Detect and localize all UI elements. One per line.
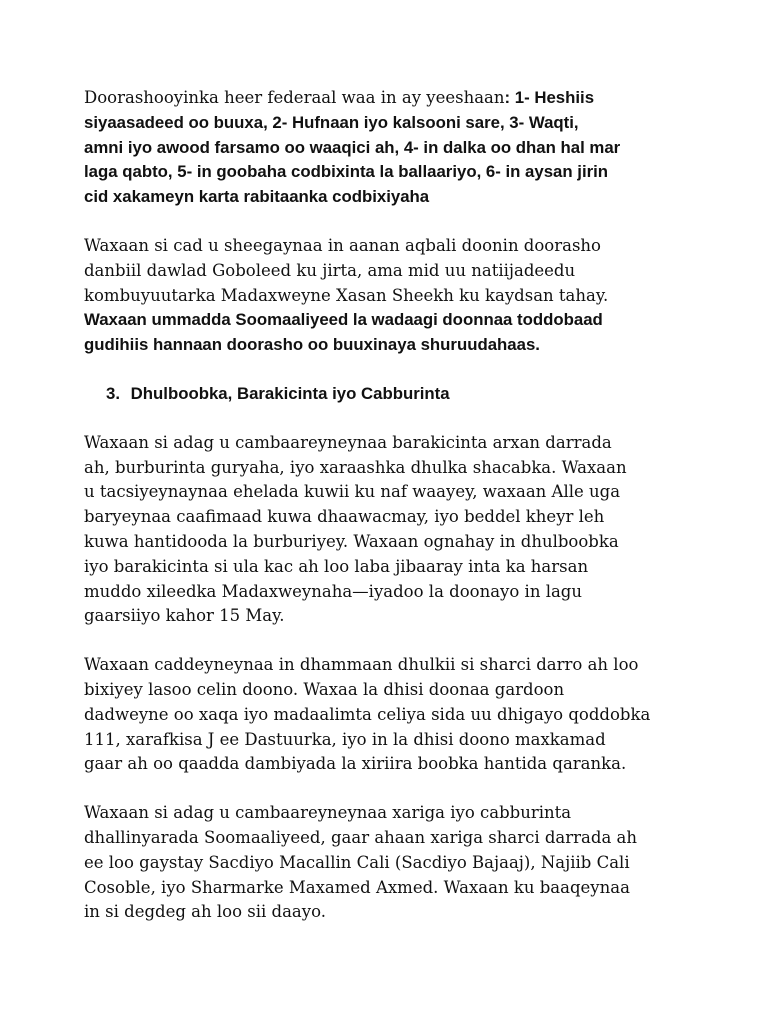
section-number: 3. bbox=[106, 383, 120, 403]
text-line: laga qabto, 5- in goobaha codbixinta la ballaariyo, 6- in aysan jirin bbox=[84, 162, 609, 182]
text-line: dhallinyarada Soomaaliyeed, gaar ahaan xariga sharci darrada ah bbox=[84, 827, 637, 847]
text-line: u tacsiyeynaynaa ehelada kuwii ku naf waayey, waxaan Alle uga bbox=[84, 482, 621, 502]
text-line: ah, burburinta guryaha, iyo xaraashka dhulka shacabka. Waxaan bbox=[84, 457, 627, 477]
text-plain: Doorashooyinka heer federaal waa in ay yeeshaan bbox=[84, 88, 505, 107]
paragraph-spacer bbox=[84, 777, 724, 801]
text-line: Waxaan ummadda Soomaaliyeed la wadaagi doonnaa toddobaad bbox=[84, 310, 603, 330]
paragraph-spacer bbox=[84, 629, 724, 653]
text-line: kuwa hantidooda la burburiyey. Waxaan ognahay in dhulboobka bbox=[84, 531, 619, 551]
text-line: siyaasadeed oo buuxa, 2- Hufnaan iyo kalsooni sare, 3- Waqti, bbox=[84, 112, 579, 132]
text-line: Waxaan si adag u cambaareyneynaa barakicinta arxan darrada bbox=[84, 432, 612, 452]
paragraph-spacer bbox=[84, 358, 724, 382]
text-line: Waxaan caddeyneynaa in dhammaan dhulkii si sharci darro ah loo bbox=[84, 655, 639, 675]
section-title: Dhulboobka, Barakicinta iyo Cabburinta bbox=[130, 383, 450, 403]
text-line: danbiil dawlad Goboleed ku jirta, ama mid uu natiijadeedu bbox=[84, 260, 576, 280]
text-line: gaar ah oo qaadda dambiyada la xiriira boobka hantida qaranka. bbox=[84, 754, 627, 774]
text-line: amni iyo awood farsamo oo waaqici ah, 4- in dalka oo dhan hal mar bbox=[84, 137, 621, 157]
text-line: Waxaan si cad u sheegaynaa in aanan aqbali doonin doorasho bbox=[84, 235, 601, 255]
text-line: baryeynaa caafimaad kuwa dhaawacmay, iyo beddel kheyr leh bbox=[84, 507, 605, 527]
text-bold: : 1- Heshiis bbox=[504, 88, 595, 107]
text-line: cid xakameyn karta rabitaanka codbixiyaha bbox=[84, 187, 430, 207]
paragraph-spacer bbox=[84, 210, 724, 234]
paragraph-election-conditions bbox=[84, 86, 724, 210]
paragraph-displacement-condemnation bbox=[84, 431, 724, 629]
text-line: dadweyne oo xaqa iyo madaalimta celiya sida uu dhigayo qoddobka bbox=[84, 704, 651, 724]
text-line: muddo xileedka Madaxweynaha—iyadoo la doonayo in lagu bbox=[84, 581, 582, 601]
text-line: gudihiis hannaan doorasho oo buuxinaya shuruudahaas. bbox=[84, 335, 540, 355]
text-line: in si degdeg ah loo sii daayo. bbox=[84, 902, 326, 922]
paragraph-arrests-condemnation bbox=[84, 801, 724, 925]
text-line: kombuyuutarka Madaxweyne Xasan Sheekh ku kaydsan tahay. bbox=[84, 285, 609, 305]
text-line: ee loo gaystay Sacdiyo Macallin Cali (Sacdiyo Bajaaj), Najiib Cali bbox=[84, 852, 630, 872]
section-heading bbox=[84, 382, 724, 407]
text-line: Waxaan si adag u cambaareyneynaa xariga iyo cabburinta bbox=[84, 803, 572, 823]
text-line: bixiyey lasoo celin doono. Waxaa la dhisi doonaa gardoon bbox=[84, 679, 565, 699]
text-line bbox=[84, 86, 724, 111]
paragraph-land-return bbox=[84, 653, 724, 777]
paragraph-rejection-statement bbox=[84, 234, 724, 358]
text-line: 111, xarafkisa J ee Dastuurka, iyo in la dhisi doono maxkamad bbox=[84, 729, 606, 749]
document-page bbox=[84, 86, 724, 925]
text-line: gaarsiiyo kahor 15 May. bbox=[84, 606, 285, 626]
paragraph-spacer bbox=[84, 407, 724, 431]
text-line: iyo barakicinta si ula kac ah loo laba jibaaray inta ka harsan bbox=[84, 556, 589, 576]
text-line: Cosoble, iyo Sharmarke Maxamed Axmed. Waxaan ku baaqeynaa bbox=[84, 877, 630, 897]
